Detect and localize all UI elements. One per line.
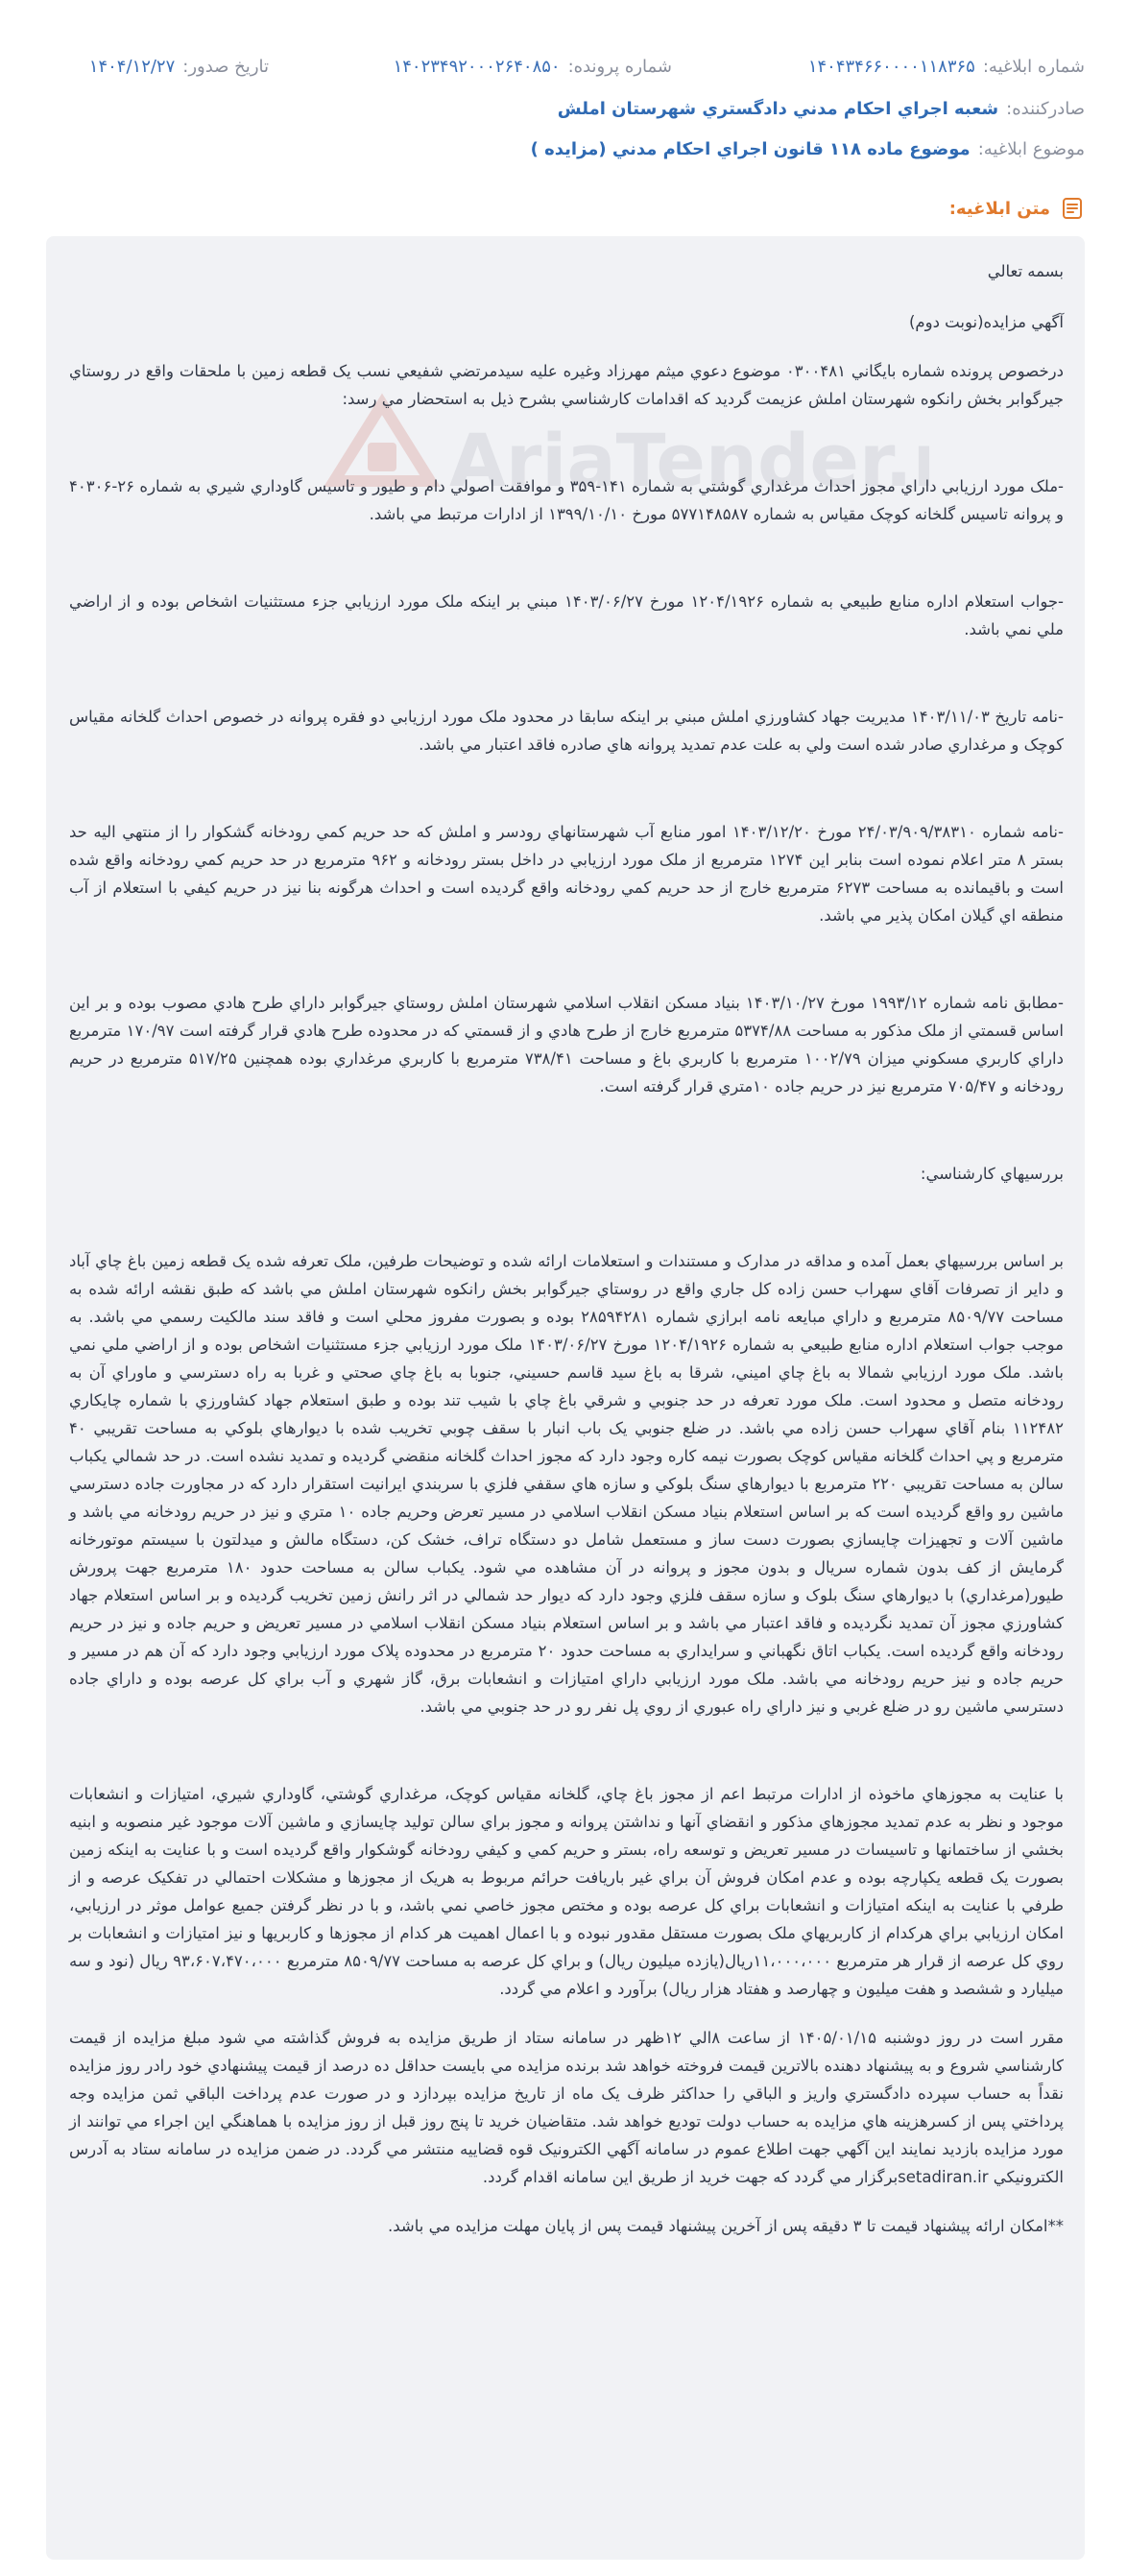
paragraph-valuation: با عنايت به مجوزهاي ماخوذه از ادارات مرتبط اعم از مجوز باغ چاي، گلخانه مقياس کوچک، مرغداري گوشتي، گاوداري شيري، امتيازات و انشعابات موجود و نظر به عدم تمديد مجوزهاي مذکور و انقضاي آنها و نداشتن پروانه و مجوز براي سالن توليد چايسازي و ماشين آلات موجود غير منصوبه و ابنيه بخشي از ساختمانها و تاسيسات در مسير تعريض و توسعه راه، بستر و حريم کمي و کيفي رودخانه گوشکوار واقع گرديده است و با عنايت به اينکه زمين بصورت يک قطعه يکپارچه بوده و عدم امکان فروش آن براي غير باريافت حرائم مربوط به هريک از مجوزها و مشکلات احتمالي در تفکيک عرصه و از طرفي با عنايت به اينکه امتيازات و انشعابات براي کل عرصه بوده و مختص مجوز خاصي نمي باشد، و با در نظر گرفتن جميع عوامل موثر در ارزيابي، امکان ارزيابي براي هرکدام از کاربريهاي ملک بصورت مستقل مقدور نبوده و با اعمال اهميت هر کدام از مجوزها و کاربريها و نيز امتيازات و انشعابات بر روي کل عرصه از قرار هر مترمربع ۱۱،۰۰۰،۰۰۰ريال(يازده ميليون ريال) و براي کل عرصه به مساحت ۸۵۰۹/۷۷ مترمربع ۹۳،۶۰۷،۴۷۰،۰۰۰ ريال (نود و سه ميليارد و ششصد و هفت ميليون و چهارصد و هفتاد هزار ريال) برآورد و اعلام مي گردد. [69, 1785, 1064, 1998]
issuer [46, 94, 1085, 123]
notice-number-label: شماره ابلاغيه: [982, 56, 1085, 77]
case-number [269, 57, 672, 77]
document-text-icon [1060, 196, 1085, 221]
notice-text-title: متن ابلاغيه: [948, 198, 1050, 219]
paragraph-agriculture: -نامه تاريخ ۱۴۰۳/۱۱/۰۳ مديريت جهاد کشاورزي املش مبني بر اينکه سابقا در محدود ملک مورد ارزيابي دو فقره پروانه در خصوص احداث گلخانه مقياس کوچک و مرغداري صادر شده است ولي به علت عدم تمديد پروانه هاي صادره فاقد اعتبار مي باشد. [69, 708, 1064, 754]
paragraph-housing-foundation: -مطابق نامه شماره ۱۹۹۳/۱۲ مورخ ۱۴۰۳/۱۰/۲۷ بنياد مسکن انقلاب اسلامي شهرستان املش روستاي جيرگوابر داراي طرح هادي مصوب بوده و بر اين اساس قسمتي از ملک مذکور به مساحت ۵۳۷۴/۸۸ مترمربع خارج از طرح هادي و از قسمتي که در محدوده طرح هادي قرار گرفته است ۱۷۰/۹۷ مترمربع داراي کاربري مسکوني ميزان ۱۰۰۲/۷۹ مترمربع با کاربري باغ و مساحت ۷۳۸/۴۱ مترمربع با کاربري مرغداري بوده همچنين ۵۱۷/۲۵ مترمربع در حريم رودخانه و ۷۰۵/۴۷ مترمربع نيز در حريم جاده ۱۰متري قرار گرفته است. [69, 994, 1065, 1095]
paragraph-water-resources: -نامه شماره ۲۴/۰۳/۹۰۹/۳۸۳۱۰ مورخ ۱۴۰۳/۱۲/۲۰ امور منابع آب شهرستانهاي رودسر و املش که حد حريم کمي رودخانه گشکوار را از منتهي اليه حد بستر ۸ متر اعلام نموده است بنابر اين ۱۲۷۴ مترمربع از ملک مورد ارزيابي در داخل بستر رودخانه و ۹۶۲ مترمربع در حد حريم کمي رودخانه واقع شده است و باقيمانده به مساحت ۶۲۷۳ مترمربع خارج از حد حريم کمي رودخانه واقع گرديده است و احداث هرگونه بنا نيز در حريم کيفي با استعلام از آب منطقه اي گيلان امکان پذير مي باشد. [69, 823, 1065, 925]
issuer-value: شعبه اجراي احکام مدني دادگستري شهرستان املش [557, 98, 999, 119]
issue-date-label: تاريخ صدور: [182, 56, 269, 77]
paragraph-expert-review: بر اساس بررسيهاي بعمل آمده و مداقه در مدارک و مستندات و استعلامات ارائه شده و توضيحات طرفين، ملک تعرفه شده يک قطعه زمين باغ چاي آباد و داير از تصرفات آقاي سهراب حسن زاده کل جاري واقع در روستاي جيرگوابر بخش رانکوه شهرستان املش مي باشد که طبق نقشه ارائه شده به مساحت ۸۵۰۹/۷۷ مترمربع و داراي مبايعه نامه ابرازي شماره ۲۸۵۹۴۲۸۱ بوده و بصورت مفروز محلي است و فاقد سند مالکيت رسمي مي باشد. به موجب جواب استعلام اداره منابع طبيعي به شماره ۱۲۰۴/۱۹۲۶ مورخ ۱۴۰۳/۰۶/۲۷ ملک مورد ارزيابي جزء مستثنيات اشخاص بوده و از اراضي ملي نمي باشد. ملک مورد ارزيابي شمالا به باغ چاي اميني، شرقا به باغ سيد قاسم حسيني، جنوبا به باغ چاي صحتي و غربا به راه دسترسي و ماوراي آن به رودخانه متصل و محدود است. ملک مورد تعرفه در حد جنوبي و شرقي باغ چاي با شيب تند بوده و طبق استعلام جهاد کشاورزي با شماره چايکاري ۱۱۲۴۸۲ بنام آقاي سهراب حسن زاده مي باشد. در ضلع جنوبي يک باب انبار با سقف چوبي تخريب شده با ديوارهاي بلوکي به مساحت تقريبي ۴۰ مترمربع و پي احداث گلخانه مقياس کوچک بصورت نيمه کاره وجود دارد که مجوز احداث گلخانه منقضي گرديده و تمديد نشده است. در حد شمالي يکباب سالن به مساحت تقريبي ۲۲۰ مترمربع با ديوارهاي سنگ بلوکي و سازه هاي سقفي فلزي با سربندي ايرانيت استقرار دارد که در مجاورت جاده دسترسي ماشين رو واقع گرديده است که بر اساس استعلام بنياد مسکن انقلاب اسلامي در مسير تعرض وحريم جاده ۱۰ متري و نيز در حريم رودخانه مي باشد و ماشين آلات و تجهيزات چايسازي بصورت دست ساز و مستعمل شامل دو دستگاه تراف، خشک کن، دستگاه مالش و ميدلتون با سيستم موتورخانه گرمايش از کف بدون شماره سريال و بدون مجوز و پروانه در آن مشاهده مي شود. يکباب سالن به مساحت حدود ۱۸۰ مترمربع جهت پرورش طيور(مرغداري) با ديوارهاي سنگ بلوک و سازه سقف فلزي وجود دارد که ديوار حد شمالي در اثر رانش زمين تخريب گرديده و بر اساس استعلام جهاد کشاورزي مجوز آن تمديد نگرديده و فاقد اعتبار مي باشد و بر اساس استعلام بنياد مسکن انقلاب اسلامي در مسير تعريض و حريم جاده و نيز در حريم رودخانه واقع گرديده است. يکباب اتاق نگهباني و سرايداري به مساحت حدود ۲۰ مترمربع در محدوده پلاک مورد ارزيابي وجود دارد که آن هم در مسير و حريم جاده و نيز حريم رودخانه مي باشد. ملک مورد ارزيابي داراي امتيازات و انشعابات برق، گاز شهري و آب براي کل عرصه بوده و داراي جاده دسترسي ماشين رو در ضلع غربي و نيز داراي راه عبوري از روي پل نفر رو در حد جنوبي مي باشد. [69, 1252, 1064, 1716]
subject-label: موضوع ابلاغيه: [977, 138, 1085, 159]
paragraph-auction-terms: مقرر است در روز دوشنبه ۱۴۰۵/۰۱/۱۵ از ساعت ۸الي ۱۲ظهر در سامانه ستاد از طريق مزايده به فروش گذاشته مي شود مبلغ مزايده از قيمت کارشناسي شروع و به پيشنهاد دهنده بالاترين قيمت فروخته خواهد شد برنده مزايده مي بايست حداقل ده درصد از قيمت پيشنهادي خود رادر روز مزايده نقداً به حساب سپرده دادگستري واريز و الباقي را حداکثر ظرف يک ماه از تاريخ مزايده بپردازد و در صورت عدم پرداخت الباقي ثمن مزايده وجه پرداختي پس از کسرهزينه هاي مزايده به حساب دولت توديع خواهد شد. متقاضيان خريد تا پنج روز قبل از روز مزايده با هماهنگي اين اجراء مي توانند از مورد مزايده بازديد نمايند اين آگهي جهت اطلاع عموم در سامانه آگهي الکترونيک قوه قضاييه منتشر مي گردد. در ضمن مزايده در سامانه ستاد به آدرس الکترونيکي setadiran.irبرگزار مي گردد که جهت خريد از طريق اين سامانه اقدام گردد. [69, 2029, 1065, 2186]
case-number-value: ۱۴۰۲۳۴۹۲۰۰۰۲۶۴۰۸۵۰ [393, 56, 561, 77]
svg-text:AriaTender.net: AriaTender. [449, 418, 913, 503]
paragraph-bid-extension-note: **امکان ارائه پيشنهاد قيمت تا ۳ دقيقه پس از آخرين پيشنهاد قيمت پس از پايان مهلت مزايده مي باشد. [387, 2217, 1064, 2235]
paragraph-auction-title: آگهي مزايده(نوبت دوم) [908, 313, 1064, 331]
issue-date-value: ۱۴۰۴/۱۲/۲۷ [88, 56, 176, 77]
notice-number [672, 57, 1085, 77]
case-number-label: شماره پرونده: [567, 56, 672, 77]
subject-value: موضوع ماده ۱۱۸ قانون اجراي احکام مدني (مزايده ) [530, 138, 971, 159]
issuer-label: صادرکننده: [1006, 98, 1085, 119]
header-meta-row [46, 52, 1085, 81]
paragraph-expert-review-heading: بررسيهاي کارشناسي: [920, 1165, 1064, 1183]
issue-date [46, 57, 269, 77]
notice-text-heading [46, 192, 1085, 225]
paragraph-natural-resources: -جواب استعلام اداره منابع طبيعي به شماره ۱۲۰۴/۱۹۲۶ مورخ ۱۴۰۳/۰۶/۲۷ مبني بر اينکه ملک مورد ارزيابي جزء مستثنيات اشخاص بوده و از اراضي ملي نمي باشد. [69, 592, 1065, 638]
notice-number-value: ۱۴۰۴۳۴۶۶۰۰۰۰۱۱۸۳۶۵ [807, 56, 975, 77]
paragraph-bismillah: بسمه تعالي [987, 262, 1064, 280]
subject [46, 134, 1085, 163]
notice-body [46, 236, 1085, 2560]
paragraph-intro: درخصوص پرونده شماره بايگاني ۰۳۰۰۴۸۱ موضوع دعوي ميثم مهرزاد وغيره عليه سيدمرتضي شفيعي نسب يک قطعه زمين با ملحقات واقع در روستاي جيرگوابر بخش رانکوه شهرستان املش عزيمت گرديد که اقدامات کارشناسي بشرح ذيل به استحضار مي رسد: [69, 362, 1064, 408]
paragraph-permits: -ملک مورد ارزيابي داراي مجوز احداث مرغداري گوشتي به شماره ۱۴۱-۳۵۹ و موافقت اصولي دام و طيور و تاسيس گاوداري شيري به شماره ۲۶-۴۰۳۰۶ و پروانه تاسيس گلخانه کوچک مقياس به شماره ۵۷۷۱۴۸۵۸۷ مورخ ۱۳۹۹/۱۰/۱۰ از ادارات مرتبط مي باشد. [69, 477, 1064, 523]
